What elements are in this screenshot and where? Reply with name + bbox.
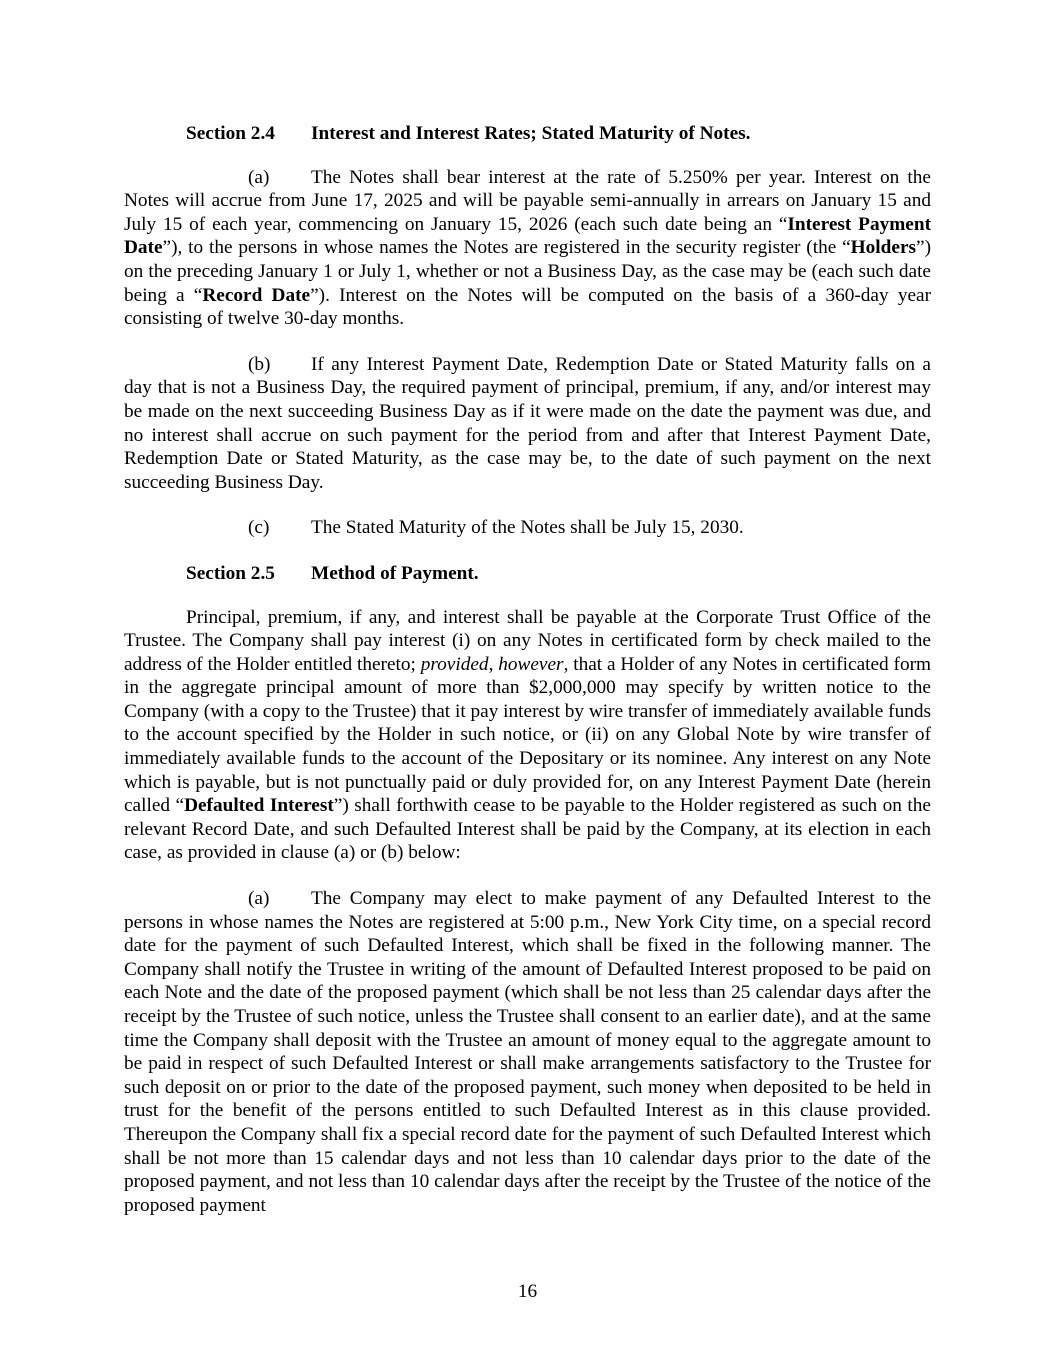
clause-text: The Company may elect to make payment of any Defaulted Interest to the persons in whose names the Notes are registered at 5:00 p.m., New York City time, on a special record date for the payment of such Defaulted Interest, which shall be fixed in the following manner. The Company shall notify the Trustee in writing of the amount of Defaulted Interest proposed to be paid on each Note and the date of the proposed payment (which shall be not less than 25 calendar days after the receipt by the Trustee of such notice, unless the Trustee shall consent to an earlier date), and at the same time the Company shall deposit with the Trustee an amount of money equal to the aggregate amount to be paid in respect of such Defaulted Interest or shall make arrangements satisfactory to the Trustee for such deposit on or prior to the date of the proposed payment, such money when deposited to be held in trust for the benefit of the persons entitled to such Defaulted Interest as in this clause provided. Thereupon the Company shall fix a special record date for the payment of such Defaulted Interest which shall be not more than 15 calendar days and not less than 10 calendar days prior to the date of the proposed payment, and not less than 10 calendar days after the receipt by the Trustee of the notice of the proposed payment (124, 888, 931, 1216)
clause-label: (b) (248, 353, 271, 375)
clause-text: The Notes shall bear interest at the rate of 5.250% per year. Interest on the Notes will accrue from June 17, 2025 and will be payable semi-annually in arrears on January 15 and July 15 of each year, commencing on January 15, 2026 (each such date being an “ (124, 166, 931, 235)
section-number: Section 2.5 (186, 562, 275, 584)
paragraph-text: , (488, 653, 499, 675)
section-number: Section 2.4 (186, 123, 275, 144)
clause-2-4-c (124, 516, 931, 540)
clause-text: ”). Interest on the Notes will be computed on the basis of a 360-day year consisting of twelve 30-day months. (124, 284, 932, 330)
defined-term: Record Date (202, 284, 311, 306)
section-2-5-heading (124, 562, 931, 586)
clause-2-4-a (124, 166, 931, 331)
section-title: Interest and Interest Rates; Stated Maturity of Notes. (311, 123, 751, 144)
clause-text: The Stated Maturity of the Notes shall be July 15, 2030. (311, 517, 744, 539)
defined-term: Interest Payment Date (124, 213, 931, 259)
defined-term: Defaulted Interest (184, 795, 334, 817)
italic-term: provided (420, 653, 489, 675)
clause-label: (a) (248, 888, 270, 910)
section-2-5-paragraph (124, 606, 931, 866)
paragraph-text: Principal, premium, if any, and interest shall be payable at the Corporate Trust Office of the Trustee. The Company shall pay interest (i) on any Notes in certificated form by check mailed to the address of the Holder entitled thereto; (124, 606, 931, 675)
clause-label: (a) (248, 166, 270, 188)
clause-text: ”), to the persons in whose names the Notes are registered in the security register (the “ (162, 237, 851, 259)
defined-term: Holders (850, 237, 917, 259)
section-2-4-heading (124, 122, 931, 146)
clause-text: ”) on the preceding January 1 or July 1, whether or not a Business Day, as the case may be (each such date being a “ (124, 237, 931, 306)
clause-text: If any Interest Payment Date, Redemption Date or Stated Maturity falls on a day that is not a Business Day, the required payment of principal, premium, if any, and/or interest may be made on the next succeeding Business Day as if it were made on the date the payment was due, and no interest shall accrue on such payment for the period from and after that Interest Payment Date, Redemption Date or Stated Maturity, as the case may be, to the date of such payment on the next succeeding Business Day. (124, 353, 931, 493)
document-page (124, 122, 931, 1217)
italic-term: however (498, 653, 564, 675)
page-number: 16 (517, 1281, 538, 1302)
paragraph-text: ”) shall forthwith cease to be payable to the Holder registered as such on the relevant Record Date, and such Defaulted Interest shall be paid by the Company, at its election in each case, as provided in clause (a) or (b) below: (124, 795, 931, 864)
clause-2-4-b (124, 353, 931, 495)
clause-2-5-a (124, 887, 931, 1217)
section-title: Method of Payment. (311, 562, 479, 584)
paragraph-text: , that a Holder of any Notes in certificated form in the aggregate principal amount of more than $2,000,000 may specify by written notice to the Company (with a copy to the Trustee) that it pay interest by wire transfer of immediately available funds to the account specified by the Holder in such notice, or (ii) on any Global Note by wire transfer of immediately available funds to the account of the Depositary or its nominee. Any interest on any Note which is payable, but is not punctually paid or duly provided for, on any Interest Payment Date (herein called “ (124, 653, 932, 817)
clause-label: (c) (248, 517, 270, 539)
